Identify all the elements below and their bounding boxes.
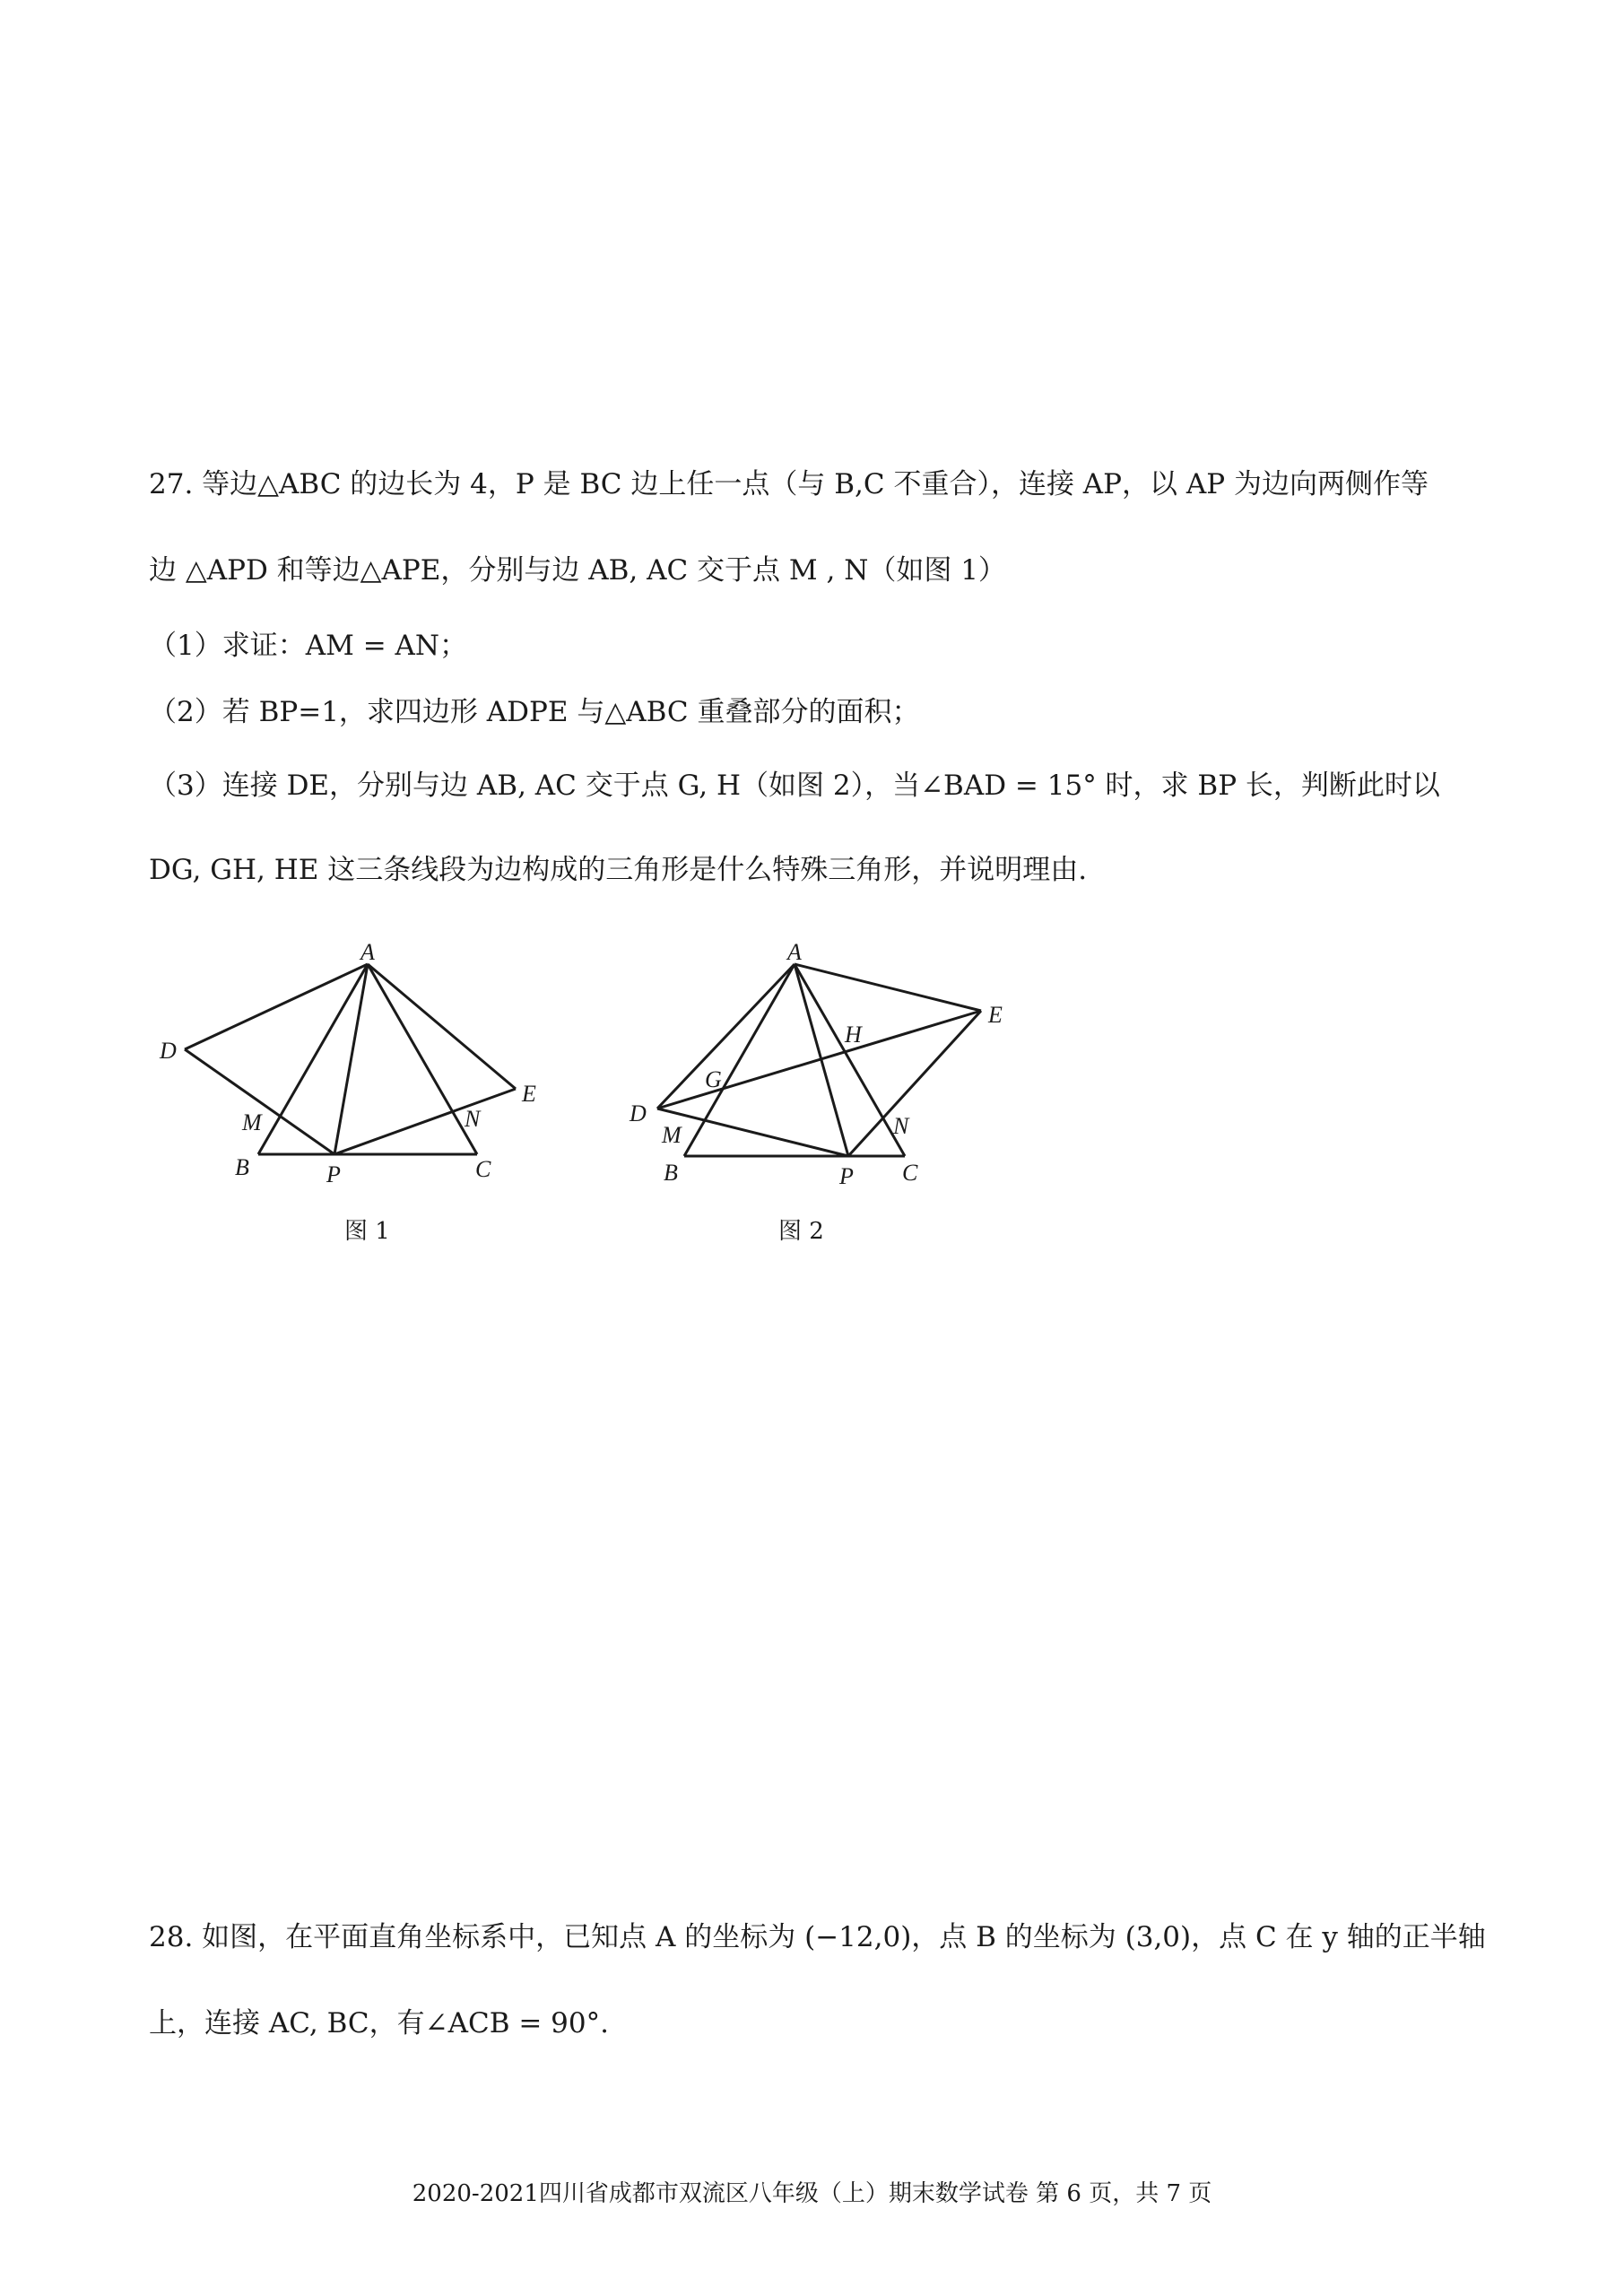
q27-part-3: （3）连接 DE，分别与边 AB, AC 交于点 G, H（如图 2），当∠BAD = 15° 时，求 BP 长，判断此时以: [149, 770, 1440, 802]
figure-2: [619, 933, 1049, 1202]
figure-1-caption: 图 1: [344, 1218, 390, 1245]
fig2-segment-de: [657, 1011, 981, 1109]
fig2-label-a: A: [787, 939, 802, 965]
fig2-segment-ac: [795, 964, 905, 1156]
fig1-segment-pe: [334, 1089, 516, 1154]
fig1-segment-ac: [368, 964, 477, 1154]
fig2-label-b: B: [664, 1160, 678, 1186]
fig2-label-h: H: [845, 1022, 862, 1048]
fig1-label-a: A: [360, 939, 375, 965]
figure-1: [143, 933, 565, 1202]
fig2-label-c: C: [902, 1160, 918, 1186]
q27-line-2: 边 △APD 和等边△APE，分别与边 AB, AC 交于点 M , N（如图 1）: [149, 554, 1006, 587]
fig1-segment-dp: [185, 1049, 334, 1154]
q27-line-1: 27. 等边△ABC 的边长为 4，P 是 BC 边上任一点（与 B,C 不重合），连接 AP，以 AP 为边向两侧作等: [149, 468, 1429, 500]
fig1-segment-ad: [185, 964, 368, 1049]
q27-part-1: （1）求证：AM = AN；: [149, 630, 468, 662]
q27-part-3-continued: DG, GH, HE 这三条线段为边构成的三角形是什么特殊三角形，并说明理由.: [149, 854, 1088, 886]
fig1-label-b: B: [235, 1154, 249, 1180]
fig2-label-p: P: [839, 1163, 854, 1189]
fig2-segment-ab: [684, 964, 795, 1156]
fig2-segment-pe: [848, 1011, 981, 1156]
fig1-label-e: E: [522, 1081, 536, 1107]
fig2-label-n: N: [893, 1113, 909, 1139]
fig1-label-n: N: [465, 1106, 481, 1132]
fig1-label-p: P: [326, 1161, 341, 1187]
fig2-label-d: D: [630, 1100, 647, 1126]
figure-2-caption: 图 2: [778, 1218, 824, 1245]
fig2-label-m: M: [662, 1122, 682, 1148]
fig2-segment-dp: [657, 1109, 848, 1156]
fig2-label-g: G: [705, 1066, 722, 1092]
q28-line-2: 上，连接 AC, BC，有∠ACB = 90°.: [149, 2007, 609, 2039]
q27-part-2: （2）若 BP=1，求四边形 ADPE 与△ABC 重叠部分的面积；: [149, 696, 920, 728]
fig2-label-e: E: [988, 1002, 1003, 1028]
page-footer: 2020-2021四川省成都市双流区八年级（上）期末数学试卷 第 6 页，共 7 页: [412, 2180, 1212, 2207]
q28-line-1: 28. 如图，在平面直角坐标系中，已知点 A 的坐标为 (−12,0)，点 B 的坐标为 (3,0)，点 C 在 y 轴的正半轴: [149, 1921, 1486, 1953]
fig1-label-m: M: [242, 1109, 262, 1135]
fig1-label-d: D: [160, 1038, 177, 1064]
fig2-segment-ae: [795, 964, 981, 1011]
fig1-label-c: C: [475, 1156, 491, 1182]
fig1-segment-ae: [368, 964, 516, 1089]
